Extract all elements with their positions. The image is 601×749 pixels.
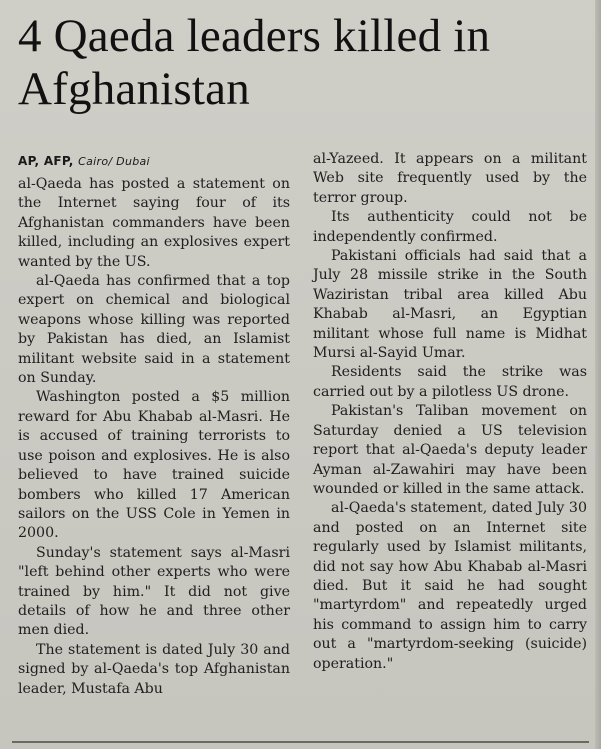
bottom-divider xyxy=(12,741,589,743)
byline-location: Cairo/ Dubai xyxy=(78,155,150,168)
paragraph: Sunday's statement says al-Masri "left behind other experts who were trained by him." It did not give details of how he and three other men died. xyxy=(18,544,290,639)
article-column-right xyxy=(313,150,587,674)
paragraph: al-Yazeed. It appears on a militant Web site frequently used by the terror group. xyxy=(313,151,587,206)
paragraph: Pakistan's Taliban movement on Saturday denied a US television report that al-Qaeda's deputy leader Ayman al-Zawahiri may have been wounded or killed in the same attack. xyxy=(313,403,587,497)
page-edge-shadow xyxy=(595,0,601,749)
paragraph: al-Qaeda has posted a statement on the Internet saying four of its Afghanistan commanders have been killed, including an explosives expert wanted by the US. xyxy=(18,176,290,270)
paragraph: Pakistani officials had said that a July 28 missile strike in the South Waziristan tribal area killed Abu Khabab al-Masri, an Egyptian militant whose full name is Midhat Mursi al-Sayid Umar. xyxy=(313,248,587,362)
paragraph: Residents said the strike was carried out by a pilotless US drone. xyxy=(313,364,587,400)
paragraph: Washington posted a $5 million reward for Abu Khabab al-Masri. He is accused of training terrorists to use poison and explosives. He is also believed to have trained suicide bombers who killed 17 American sailors on the USS Cole in Yemen in 2000. xyxy=(18,389,290,542)
headline: 4 Qaeda leaders killed in Afghanistan xyxy=(18,10,491,115)
paragraph: al-Qaeda's statement, dated July 30 and posted on an Internet site regularly used by Islamist militants, did not say how Abu Khabab al-Masri died. But it said he had sought "martyrdom" and repeatedly urged his command to assign him to carry out a "martyrdom-seeking (suicide) operation." xyxy=(313,500,587,672)
paragraph: Its authenticity could not be independently confirmed. xyxy=(313,209,587,245)
paragraph: The statement is dated July 30 and signed by al-Qaeda's top Afghanistan leader, Mustafa Abu xyxy=(18,641,290,697)
byline xyxy=(18,150,290,173)
paragraph: al-Qaeda has confirmed that a top expert on chemical and biological weapons whose killing was reported by Pakistan has died, an Islamist militant website said in a statement on Sunday. xyxy=(18,273,290,387)
article-column-left xyxy=(18,150,290,699)
byline-agencies: AP, AFP, xyxy=(18,154,74,168)
